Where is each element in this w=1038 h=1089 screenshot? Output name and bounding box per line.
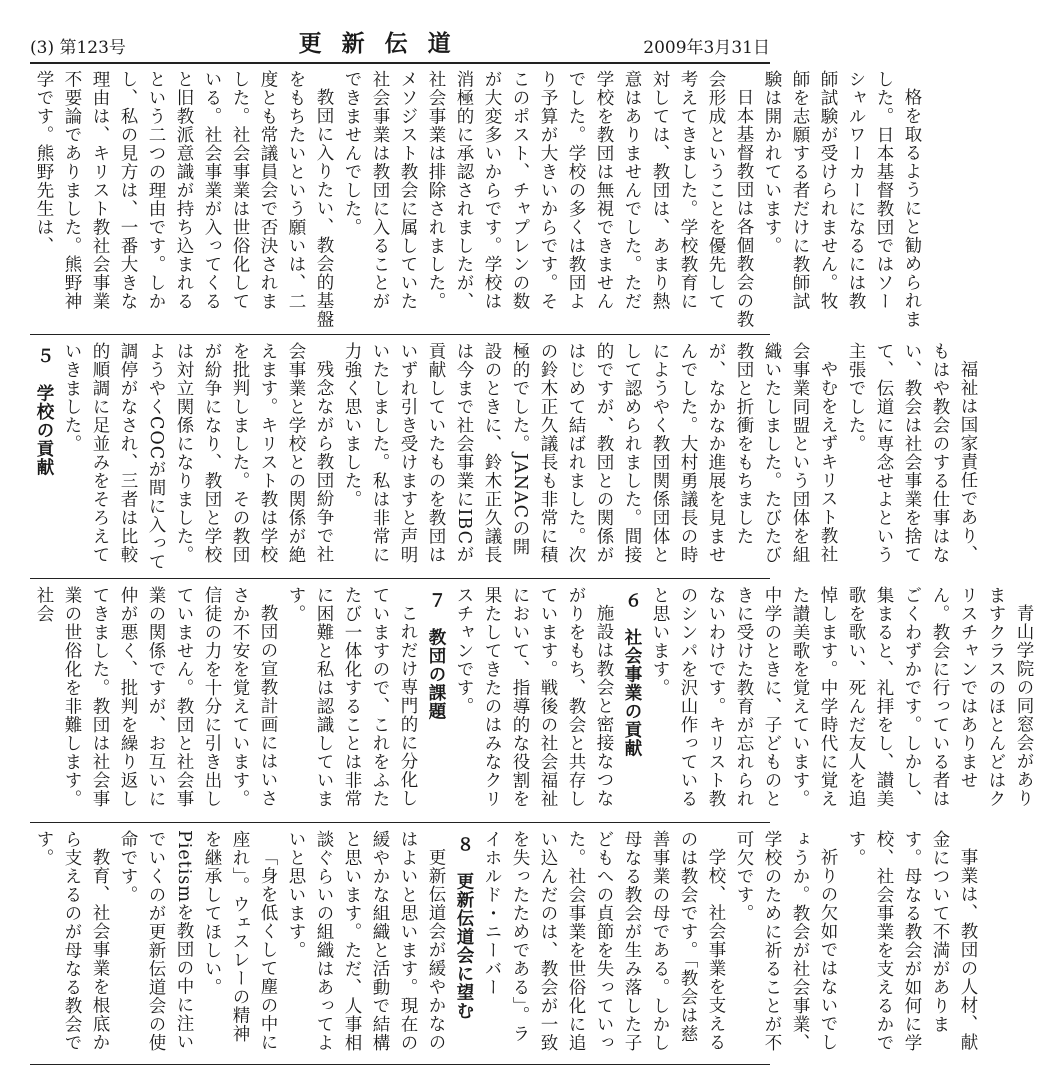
page-header — [30, 28, 770, 58]
paragraph: 更新伝道会が緩やかなのはよいと思います。現在の緩やかな組織と活動で結構と思います。ただ、人事相談ぐらいの組織はあってよいと思います。 — [286, 830, 446, 1052]
paragraph: 日本基督教団は各個教会の教会形成ということを優先して考えてきました。学校教育に対しては、教団は、あまり熱意はありませんでした。ただ学校を教団は無視できませんでした。学校の多くは教団より予算が大きいからです。そこのポスト、チャプレンの数が大変多いからです。学校は消極的に承認されましたが、社会事業は排除されました。メソジスト教会に属していた社会事業は教団に入ることができませんでした。 — [342, 70, 754, 328]
paragraph: 学校、社会事業を支えるのは教会です。「教会は慈善事業の母である。しかし母なる教会が生み落した子どもへの貞節を失っていった。社会事業を世俗化に追い込んだのは、教会が一致を失ったためである」。ライホルド・ニーバー — [482, 830, 726, 1052]
article-text-tier-3 — [30, 586, 1038, 816]
tier-divider-3 — [30, 822, 770, 823]
article-tier-3 — [30, 586, 1034, 816]
paragraph: 祈りの欠如ではないでしょうか。教会が社会事業、学校のために祈ることが不可欠です。 — [734, 830, 838, 1052]
paragraph: 「身を低くして塵の中に座れ」。ウェスレーの精神を継承してほしい。Pietismを教団の中に注いでいくのが更新伝道会の使命です。 — [118, 830, 278, 1052]
paragraph: 教育、社会事業を根底から支えるのが母なる教会です。 — [34, 830, 110, 1052]
section-heading: ７ 教団の課題 — [426, 591, 446, 721]
article-tier-1 — [30, 70, 922, 328]
tier-divider-1 — [30, 334, 770, 335]
paragraph: 青山学院の同窓会がありますクラスのほとんどはクリスチャンではありません。教会に行っている者はごくわずかです。しかし、集まると、礼拝をし、讃美歌を歌い、死んだ友人を追悼します。中学時代に覚えた讃美歌を覚えています。中学のときに、子どものときに受けた教育が忘れられないわけです。キリスト教のシンパを沢山作っていると思います。 — [650, 586, 1034, 808]
paragraph: 残念ながら教団紛争で社会事業と学校との関係が絶えます。キリスト教は学校を批判しました。その教団が紛争になり、教団と学校は対立関係になりました。ようやくCOCが間に入って調停がなされ、三者は比較的順調に足並みをそろえていきました。 — [62, 342, 334, 572]
section-heading: ８ 更新伝道会に望む — [454, 835, 474, 1021]
issue-number: (3) 第123号 — [30, 38, 126, 58]
article-tier-2 — [30, 342, 978, 572]
section-heading: ５ 学校の貢献 — [34, 347, 54, 477]
paragraph: 事業は、教団の人材、献金について不満があります。母なる教会が如何に学校、社会事業を支えるかです。 — [846, 830, 978, 1052]
article-tier-4 — [30, 830, 978, 1058]
paragraph: これだけ専門的に分化していますので、これをふたたび一体化することは非常に困難と私は認識しています。 — [286, 586, 418, 808]
article-text-tier-1 — [30, 70, 926, 328]
footer-rule — [30, 1064, 770, 1065]
paragraph: 福祉は国家責任であり、もはや教会のする仕事はない、教会は社会事業を捨てて、伝道に専念せよという主張でした。 — [846, 342, 978, 564]
tier-divider-2 — [30, 578, 770, 579]
paragraph: 施設は教会と密接なつながりをもち、教会と共存しています。戦後の社会福祉において、指導的な役割を果たしてきたのはみなクリスチャンです。 — [454, 586, 614, 808]
issue-date: 2009年3月31日 — [643, 38, 770, 58]
article-text-tier-2 — [30, 342, 982, 572]
paragraph: 格を取るようにと勧められました。日本基督教団ではソーシャルワーカーになるには教師試験が受けられません。牧師を志願する者だけに教師試験は開かれています。 — [762, 70, 922, 328]
header-rule — [30, 62, 770, 64]
article-text-tier-4 — [30, 830, 982, 1058]
paragraph: やむをえずキリスト教社会事業同盟という団体を組織いたしました。たびたび教団と折衝をもちましたが、なかなか進展を見ませんでした。大村勇議長の時にようやく教団関係団体として認められました。間接的ですが、教団との関係がはじめて結ばれました。次の鈴木正久議長も非常に積極的でした。JANACの開設のときに、鈴木正久議長は今まで社会事業にIBCが貢献していたものを教団はいずれ引き受けますと声明いたしました。私は非常に力強く思いました。 — [342, 342, 838, 564]
newsletter-title: 更新伝道 — [298, 30, 471, 57]
paragraph: 教団の宣教計画にはいささか不安を覚えています。信徒の力を十分に引き出していません。教団と社会事業の関係ですが、お互いに仲が悪く、批判を繰り返してきました。教団は社会事業の世俗化を非難します。社会 — [34, 586, 278, 808]
section-heading: ６ 社会事業の貢献 — [622, 591, 642, 758]
paragraph: 教団に入りたい、教会的基盤をもちたいという願いは、二度とも常議員会で否決されました。社会事業は世俗化している。社会事業が入ってくると旧教派意識が持ち込まれるという二つの理由です。しかし、私の見方は、一番大きな理由は、キリスト教社会事業不要論でありました。熊野神学です。熊野先生は、 — [34, 70, 334, 328]
